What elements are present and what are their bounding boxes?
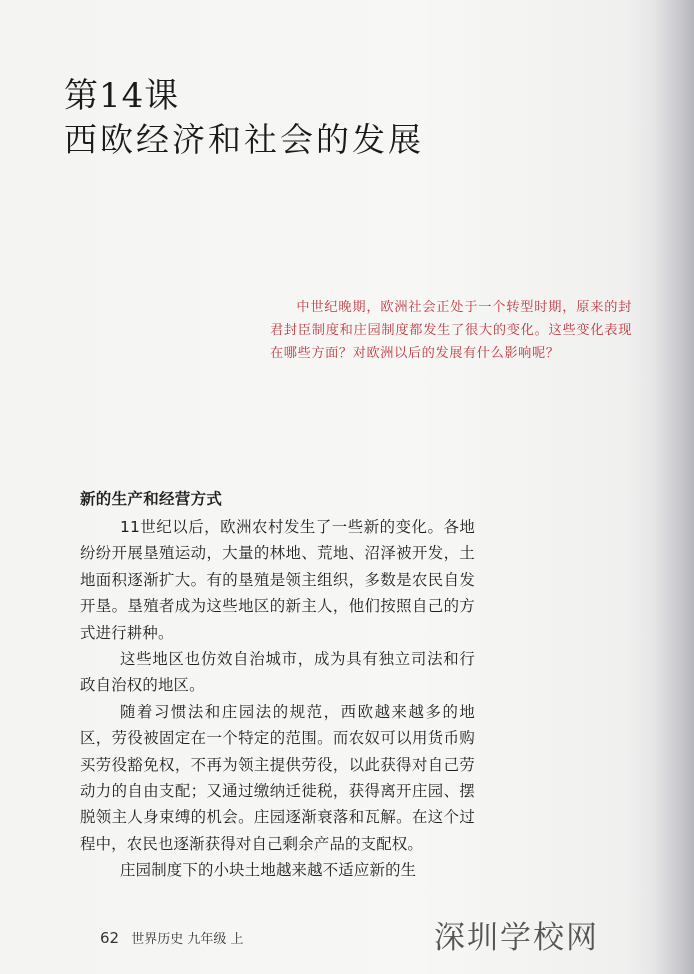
paragraph: 随着习惯法和庄园法的规范，西欧越来越多的地区，劳役被固定在一个特定的范围。而农奴可以用货币购买劳役豁免权，不再为领主提供劳役，以此获得对自己劳动力的自由支配；又通过缴纳迁徙税，获得离开庄园、摆脱领主人身束缚的机会。庄园逐渐衰落和瓦解。在这个过程中，农民也逐渐获得对自己剩余产品的支配权。 <box>80 702 475 853</box>
lesson-title: 西欧经济和社会的发展 <box>64 120 424 159</box>
paragraph: 这些地区也仿效自治城市，成为具有独立司法和行政自治权的地区。 <box>80 650 475 695</box>
intro-question <box>270 296 632 365</box>
intro-text: 中世纪晚期，欧洲社会正处于一个转型时期，原来的封君封臣制度和庄园制度都发生了很大的变化。这些变化表现在哪些方面？对欧洲以后的发展有什么影响呢？ <box>270 300 632 361</box>
page-number: 62 <box>100 929 120 947</box>
watermark: 深圳学校网 <box>434 920 599 956</box>
lesson-heading <box>64 74 424 162</box>
book-title: 世界历史 九年级 上 <box>131 932 244 947</box>
page-binding-shadow <box>654 0 694 974</box>
page-footer <box>100 928 244 947</box>
paragraph: 庄园制度下的小块土地越来越不适应新的生 <box>120 861 417 880</box>
section-content <box>80 486 475 884</box>
paragraph: 11世纪以后，欧洲农村发生了一些新的变化。各地纷纷开展垦殖运动，大量的林地、荒地、沼泽被开发，土地面积逐渐扩大。有的垦殖是领主组织，多数是农民自发开垦。垦殖者成为这些地区的新主人，他们按照自己的方式进行耕种。 <box>80 518 475 642</box>
lesson-number: 第14课 <box>64 76 180 116</box>
section-heading: 新的生产和经营方式 <box>80 490 223 508</box>
